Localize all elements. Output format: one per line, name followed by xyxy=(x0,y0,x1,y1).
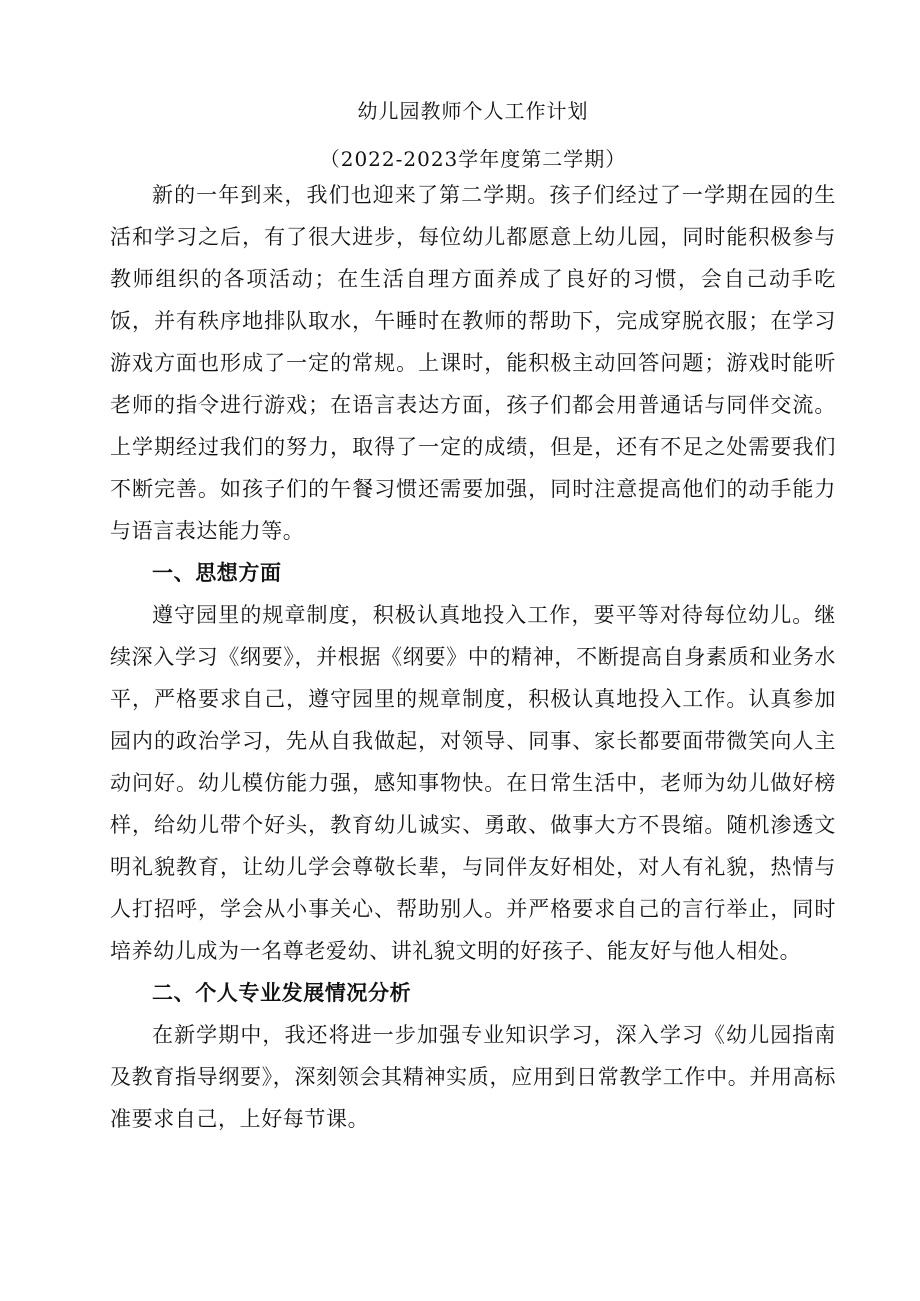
section-heading-professional: 二、个人专业发展情况分析 xyxy=(152,981,412,1005)
document-subtitle: （2022-2023学年度第二学期） xyxy=(319,147,627,171)
document-title: 幼儿园教师个人工作计划 xyxy=(357,99,589,123)
section-body-professional: 在新学期中，我还将进一步加强专业知识学习，深入学习《幼儿园指南及教育指导纲要》，深刻领会其精神实质，应用到日常教学工作中。并用高标准要求自己，上好每节课。 xyxy=(110,1023,836,1131)
section-heading-thought: 一、思想方面 xyxy=(152,561,282,585)
section-body-thought: 遵守园里的规章制度，积极认真地投入工作，要平等对待每位幼儿。继续深入学习《纲要》，并根据《纲要》中的精神，不断提高自身素质和业务水平，严格要求自己，遵守园里的规章制度，积极认真地投入工作。认真参加园内的政治学习，先从自我做起，对领导、同事、家长都要面带微笑向人主动问好。幼儿模仿能力强，感知事物快。在日常生活中，老师为幼儿做好榜样，给幼儿带个好头，教育幼儿诚实、勇敢、做事大方不畏缩。随机渗透文明礼貌教育，让幼儿学会尊敬长辈，与同伴友好相处，对人有礼貌，热情与人打招呼，学会从小事关心、帮助别人。并严格要求自己的言行举止，同时培养幼儿成为一名尊老爱幼、讲礼貌文明的好孩子、能友好与他人相处。 xyxy=(110,603,836,963)
document-page xyxy=(110,96,836,1140)
intro-paragraph: 新的一年到来，我们也迎来了第二学期。孩子们经过了一学期在园的生活和学习之后，有了很大进步，每位幼儿都愿意上幼儿园，同时能积极参与教师组织的各项活动；在生活自理方面养成了良好的习惯，会自己动手吃饭，并有秩序地排队取水，午睡时在教师的帮助下，完成穿脱衣服；在学习游戏方面也形成了一定的常规。上课时，能积极主动回答问题；游戏时能听老师的指令进行游戏；在语言表达方面，孩子们都会用普通话与同伴交流。上学期经过我们的努力，取得了一定的成绩，但是，还有不足之处需要我们不断完善。如孩子们的午餐习惯还需要加强，同时注意提高他们的动手能力与语言表达能力等。 xyxy=(110,183,836,543)
